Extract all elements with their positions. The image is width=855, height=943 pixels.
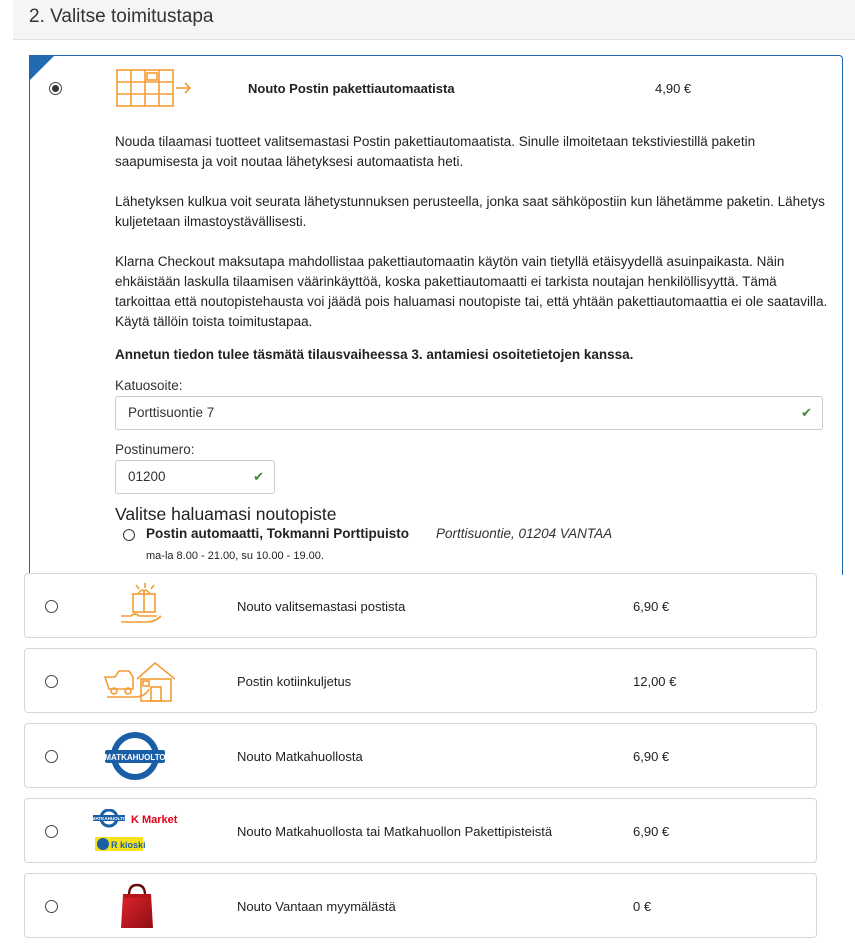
delivery-option-matkahuolto[interactable] — [24, 723, 817, 788]
option-title: Nouto Postin pakettiautomaatista — [248, 81, 455, 96]
kmarket-text: K Market — [131, 814, 178, 826]
radio-matkahuolto[interactable] — [45, 750, 58, 763]
radio-parcel-locker[interactable] — [49, 82, 62, 95]
description-paragraph-3: Klarna Checkout maksutapa mahdollistaa pakettiautomaatin käytön vain tietyllä etäisyydellä asuinpaikasta. Näin ehkäistään laskulla tilaamisen väärinkäyttöä, koska pakettiautomaatti ei tarkista noutajan henkilöllisyyttä. Tämä tarkoittaa että noutopistehausta voi jäädä pois haluamasi noutopiste tai, että yhtään pakettiautomaattia ei ole saatavilla. Käytä tällöin toista toimitustapaa. — [115, 254, 828, 329]
pickup-point-address: Porttisuontie, 01204 VANTAA — [436, 526, 613, 541]
delivery-option-parcel-locker[interactable] — [29, 55, 843, 575]
option-title: Postin kotiinkuljetus — [237, 674, 352, 689]
section-title: 2. Valitse toimitustapa — [29, 6, 214, 27]
delivery-option-home-delivery[interactable] — [24, 648, 817, 713]
pickup-point-name[interactable]: Postin automaatti, Tokmanni Porttipuisto — [146, 526, 410, 541]
check-icon: ✔ — [253, 469, 264, 484]
parcel-locker-icon — [114, 66, 194, 115]
option-price: 6,90 € — [633, 824, 670, 839]
pickup-heading: Valitse haluamasi noutopiste — [115, 504, 337, 524]
option-price: 6,90 € — [633, 599, 670, 614]
radio-vantaa-store[interactable] — [45, 900, 58, 913]
street-label: Katuosoite: — [115, 378, 183, 393]
option-price: 0 € — [633, 899, 652, 914]
pickup-point-hours: ma-la 8.00 - 21.00, su 10.00 - 19.00. — [146, 550, 324, 562]
postal-label: Postinumero: — [115, 442, 195, 457]
rkioski-text: R kioski — [111, 840, 146, 850]
radio-matkahuolto-pakettipiste[interactable] — [45, 825, 58, 838]
option-title: Nouto valitsemastasi postista — [237, 599, 406, 614]
matkahuolto-logo-text: MATKAHUOLTO — [104, 753, 166, 762]
matkahuolto-small-text: MATKAHUOLTO — [91, 816, 127, 821]
street-value: Porttisuontie 7 — [128, 405, 215, 420]
radio-post-office[interactable] — [45, 600, 58, 613]
postal-code-field[interactable] — [115, 460, 275, 494]
option-price: 4,90 € — [655, 81, 692, 96]
post-office-hand-icon — [117, 582, 171, 633]
check-icon: ✔ — [801, 405, 812, 420]
description-paragraph-1: Nouda tilaamasi tuotteet valitsemastasi Postin pakettiautomaatista. Sinulle ilmoitetaan tekstiviestillä paketin saapumisesta ja voit noutaa lähetyksesi automaatista heti. — [115, 134, 756, 169]
matkahuolto-logo-icon — [104, 732, 166, 785]
address-match-note: Annetun tiedon tulee täsmätä tilausvaiheessa 3. antamiesi osoitetietojen kanssa. — [115, 347, 634, 362]
option-price: 12,00 € — [633, 674, 677, 689]
selected-corner-marker — [29, 55, 55, 81]
section-header — [13, 0, 855, 40]
radio-home-delivery[interactable] — [45, 675, 58, 688]
radio-pickup-point[interactable] — [123, 529, 135, 541]
delivery-option-post-office[interactable] — [24, 573, 817, 638]
shopping-bag-icon — [117, 881, 157, 936]
postal-value: 01200 — [128, 469, 166, 484]
delivery-option-matkahuolto-pakettipiste[interactable] — [24, 798, 817, 863]
matkahuolto-kmarket-rkioski-logos-icon — [91, 809, 187, 862]
description-paragraph-2: Lähetyksen kulkua voit seurata lähetystunnuksen perusteella, jonka saat sähköpostiin kun lähetämme paketin. Lähetys kuljetetaan ilmastoystävällisesti. — [115, 194, 825, 229]
option-price: 6,90 € — [633, 749, 670, 764]
option-title: Nouto Matkahuollosta tai Matkahuollon Pakettipisteistä — [237, 824, 553, 839]
home-delivery-icon — [103, 655, 179, 712]
street-field[interactable] — [115, 396, 823, 430]
option-title: Nouto Vantaan myymälästä — [237, 899, 396, 914]
delivery-option-vantaa-store[interactable] — [24, 873, 817, 938]
option-title: Nouto Matkahuollosta — [237, 749, 363, 764]
